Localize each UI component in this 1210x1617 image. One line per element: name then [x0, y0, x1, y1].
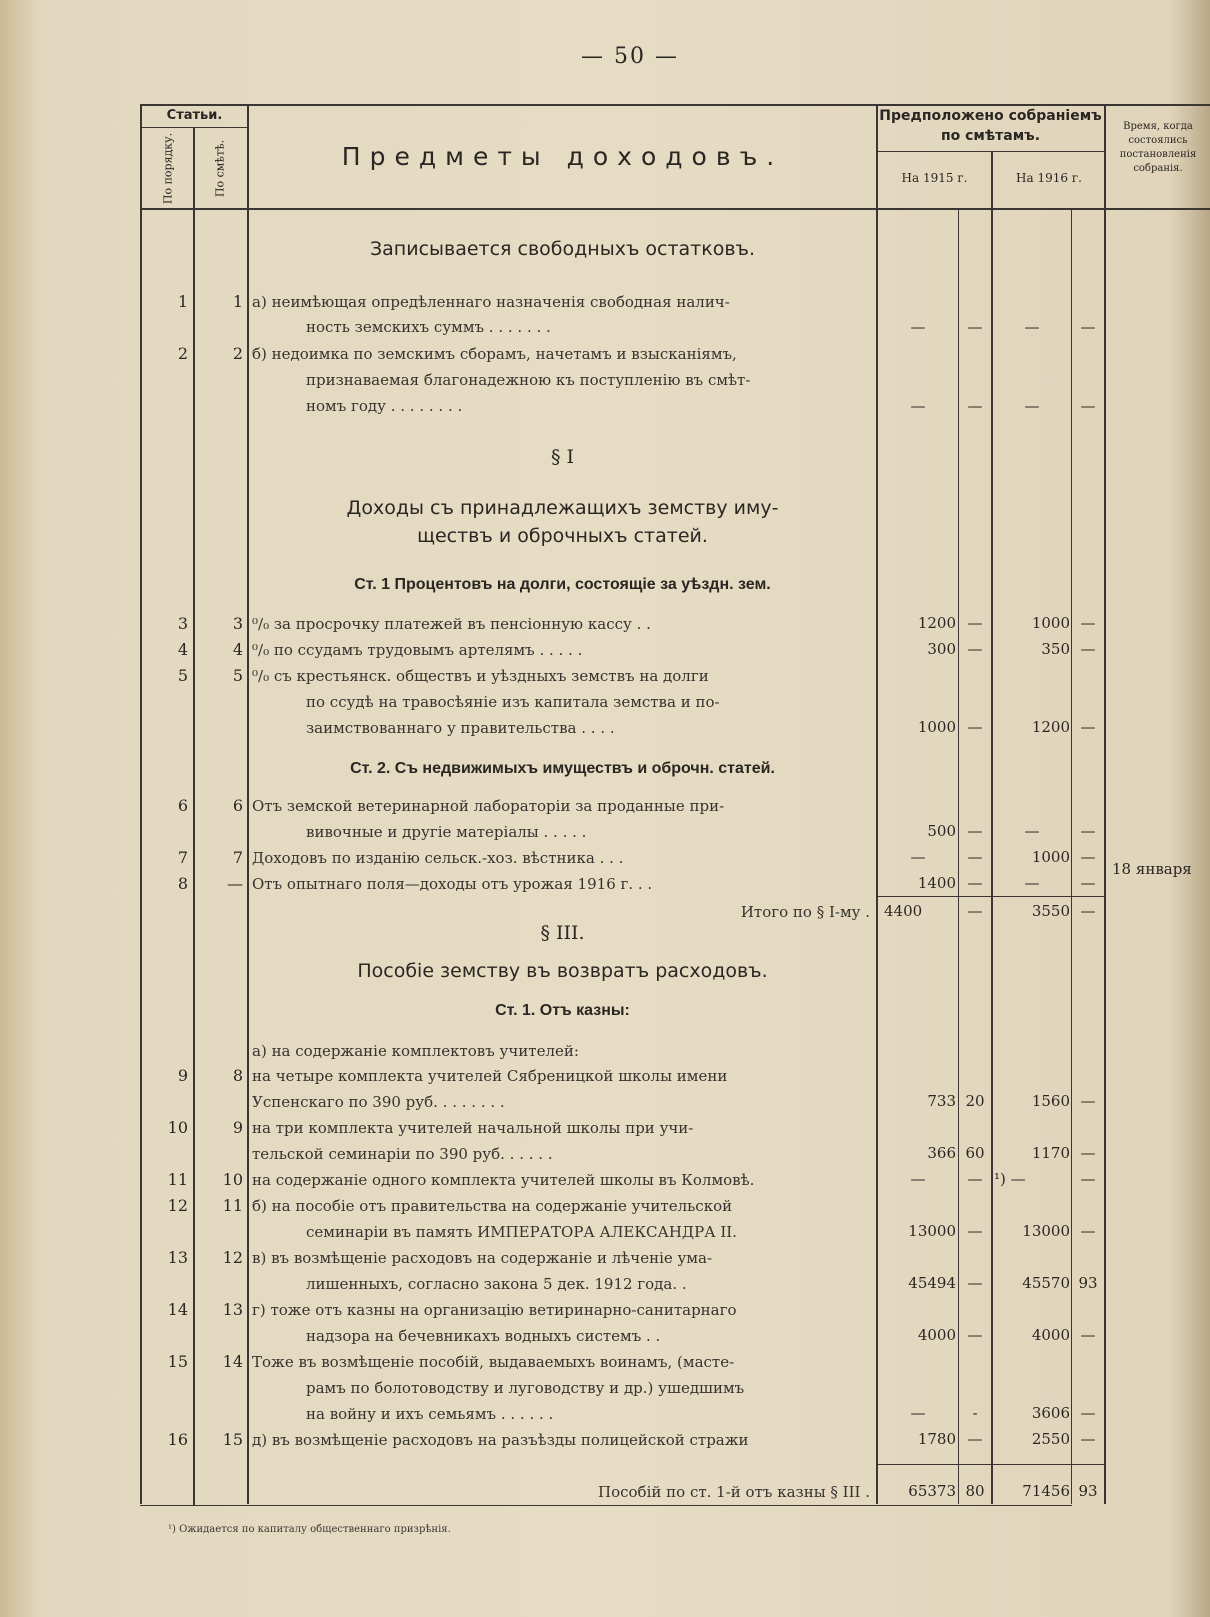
section-3-mark: § III.: [540, 922, 585, 944]
value-1916: —: [1024, 822, 1040, 840]
value-1915: —: [910, 1170, 926, 1188]
value-1916: 4000: [1031, 1326, 1070, 1344]
value-1915-kop: —: [967, 848, 983, 866]
row-estimate-number: 11: [222, 1196, 243, 1215]
row-text: Тоже въ возмѣщеніе пособій, выдаваемыхъ воинамъ, (масте-: [252, 1353, 735, 1371]
row-text: надзора на бечевникахъ водныхъ системъ . .: [306, 1327, 661, 1345]
value-1916: —: [1024, 874, 1040, 892]
row-number: 5: [177, 666, 188, 685]
value-1916-kop: 93: [1078, 1274, 1098, 1292]
row-text: б) недоимка по земскимъ сборамъ, начетамъ и взысканіямъ,: [252, 345, 737, 363]
value-1915: 300: [927, 640, 956, 658]
value-1916-kop: —: [1080, 614, 1096, 632]
row-text: заимствованнаго у правительства . . . .: [306, 719, 615, 737]
itogo-1916-kop: —: [1080, 902, 1096, 920]
row-number: 4: [177, 640, 188, 659]
value-1915: —: [910, 1404, 926, 1422]
value-1915-kop: —: [967, 1170, 983, 1188]
col-rule-1916: [1104, 104, 1106, 1504]
value-1915-kop: —: [967, 397, 983, 415]
itogo-label: Итого по § I-му .: [740, 903, 870, 921]
value-1915-kop: —: [967, 1222, 983, 1240]
value-1915-kop: —: [967, 822, 983, 840]
row-estimate-number: 2: [232, 344, 243, 363]
row-text: Отъ земской ветеринарной лабораторіи за проданные при-: [252, 797, 725, 815]
heading-st2: Ст. 2. Съ недвижимыхъ имуществъ и оброчн. статей.: [350, 760, 775, 777]
value-1915-kop: —: [967, 874, 983, 892]
value-1916: 1000: [1031, 614, 1070, 632]
row-number: 16: [167, 1430, 188, 1449]
heading-posobie: Пособіе земству въ возвратъ расходовъ.: [357, 960, 768, 982]
row-number: 7: [177, 848, 188, 867]
row-text: а) неимѣющая опредѣленнаго назначенія свободная налич-: [252, 293, 730, 311]
value-1915-kop: —: [967, 640, 983, 658]
subheading-soderzhanie: а) на содержаніе комплектовъ учителей:: [252, 1042, 579, 1060]
header-predpolozheno: Предположено собраніемъ по смѣтамъ.: [879, 108, 1102, 144]
row-text: Доходовъ по изданію сельск.-хоз. вѣстника . . .: [252, 849, 624, 867]
col-rule-estimate: [247, 104, 249, 1504]
value-1915: 1000: [917, 718, 956, 736]
row-number: 12: [167, 1196, 188, 1215]
row-text: ность земскихъ суммъ . . . . . . .: [306, 318, 551, 336]
total-1915: 65373: [908, 1482, 956, 1500]
row-number: 9: [177, 1066, 188, 1085]
value-1916-kop: —: [1080, 1222, 1096, 1240]
value-1915: —: [910, 318, 926, 336]
row-estimate-number: 12: [222, 1248, 243, 1267]
row-number: 1: [177, 292, 188, 311]
row-number: 8: [177, 874, 188, 893]
header-po-poryadku: По порядку.: [161, 132, 175, 205]
total-1916-kop: 93: [1078, 1482, 1098, 1500]
row-text: Отъ опытнаго поля—доходы отъ урожая 1916 г. . .: [252, 875, 653, 893]
value-1915-kop: —: [967, 718, 983, 736]
date-note: 18 января: [1112, 860, 1192, 878]
value-1916: 3606: [1031, 1404, 1070, 1422]
value-1916: 45570: [1022, 1274, 1070, 1292]
row-text: на содержаніе одного комплекта учителей школы въ Колмовѣ.: [252, 1171, 755, 1189]
page-number: — 50 —: [581, 44, 679, 69]
value-1915: —: [910, 848, 926, 866]
value-1915: 13000: [908, 1222, 956, 1240]
row-text: лишенныхъ, согласно закона 5 дек. 1912 года. .: [306, 1275, 687, 1293]
value-1916: 1200: [1031, 718, 1070, 736]
value-1915: 500: [927, 822, 956, 840]
header-1915: На 1915 г.: [901, 171, 968, 185]
row-estimate-number: 6: [232, 796, 243, 815]
row-estimate-number: —: [227, 874, 243, 893]
row-estimate-number: 15: [222, 1430, 243, 1449]
value-1916: ¹) —: [994, 1170, 1026, 1188]
value-1916: 1560: [1031, 1092, 1070, 1110]
row-estimate-number: 7: [232, 848, 243, 867]
value-1915: 733: [927, 1092, 956, 1110]
value-1915: 45494: [908, 1274, 956, 1292]
value-1916-kop: —: [1080, 1144, 1096, 1162]
row-text: ⁰/₀ за просрочку платежей въ пенсіонную кассу . .: [252, 615, 651, 633]
row-number: 14: [167, 1300, 188, 1319]
value-1916-kop: —: [1080, 318, 1096, 336]
value-1915: 1400: [917, 874, 956, 892]
row-text: признаваемая благонадежною къ поступленію въ смѣт-: [306, 371, 751, 389]
value-1915-kop: 60: [965, 1144, 985, 1162]
row-text: г) тоже отъ казны на организацію ветиринарно-санитарнаго: [252, 1301, 737, 1319]
value-1916: 1000: [1031, 848, 1070, 866]
row-text: тельской семинаріи по 390 руб. . . . . .: [252, 1145, 553, 1163]
value-1915-kop: —: [967, 614, 983, 632]
value-1916: 13000: [1022, 1222, 1070, 1240]
total-1916: 71456: [1022, 1482, 1070, 1500]
header-statyi: Статьи.: [166, 108, 223, 123]
value-1916-kop: —: [1080, 848, 1096, 866]
value-1916: 350: [1041, 640, 1070, 658]
row-text: по ссудѣ на травосѣяніе изъ капитала земства и по-: [306, 693, 720, 711]
row-estimate-number: 8: [232, 1066, 243, 1085]
row-number: 15: [167, 1352, 188, 1371]
row-text: номъ году . . . . . . . .: [306, 397, 463, 415]
value-1916-kop: —: [1080, 1404, 1096, 1422]
table-bottom-rule: [140, 1505, 1072, 1506]
value-1916-kop: —: [1080, 822, 1096, 840]
section-1-mark: § I: [550, 446, 575, 468]
total-1915-kop: 80: [965, 1482, 985, 1500]
value-1916-kop: —: [1080, 1430, 1096, 1448]
value-1915-kop: —: [967, 1274, 983, 1292]
row-number: 13: [167, 1248, 188, 1267]
heading-st1: Ст. 1 Процентовъ на долги, состоящіе за уѣздн. зем.: [354, 576, 771, 593]
row-text: в) въ возмѣщеніе расходовъ на содержаніе и лѣченіе ума-: [252, 1249, 713, 1267]
heading-dohody-cont: ществъ и оброчныхъ статей.: [417, 525, 708, 547]
header-bottom-rule: [140, 208, 1210, 210]
value-1915-kop: -: [972, 1404, 978, 1422]
row-number: 2: [177, 344, 188, 363]
value-1916: —: [1024, 397, 1040, 415]
row-text: б) на пособіе отъ правительства на содержаніе учительской: [252, 1197, 733, 1215]
heading-zapis: Записывается свободныхъ остатковъ.: [369, 238, 756, 260]
row-estimate-number: 10: [222, 1170, 243, 1189]
row-text: вивочные и другіе матеріалы . . . . .: [306, 823, 587, 841]
header-predmety: Предметы доходовъ.: [341, 142, 784, 171]
value-1916: —: [1024, 318, 1040, 336]
value-1916-kop: —: [1080, 874, 1096, 892]
value-1915: 1200: [917, 614, 956, 632]
row-text: семинаріи въ память ИМПЕРАТОРА АЛЕКСАНДРА II.: [306, 1223, 737, 1241]
statyi-underline: [142, 127, 247, 128]
col-rule-1915-kop: [958, 210, 959, 1504]
row-estimate-number: 13: [222, 1300, 243, 1319]
row-text: д) въ возмѣщеніе расходовъ на разъѣзды полицейской стражи: [252, 1431, 749, 1449]
value-1916: 2550: [1031, 1430, 1070, 1448]
value-1915: —: [910, 397, 926, 415]
value-1916-kop: —: [1080, 718, 1096, 736]
itogo-1915: 4400: [884, 902, 923, 920]
value-1916-kop: —: [1080, 640, 1096, 658]
row-text: ⁰/₀ съ крестьянск. обществъ и уѣздныхъ земствъ на долги: [252, 667, 709, 685]
row-text: Успенскаго по 390 руб. . . . . . . .: [252, 1093, 505, 1111]
row-text: рамъ по болотоводству и луговодству и др.) ушедшимъ: [306, 1379, 745, 1397]
col-rule-order: [193, 127, 195, 1505]
header-vremya: Время, когда состоялись постановленія собранія.: [1119, 121, 1197, 174]
col-rule-1915: [991, 151, 993, 1504]
row-estimate-number: 4: [232, 640, 243, 659]
row-number: 11: [167, 1170, 188, 1189]
heading-dohody: Доходы съ принадлежащихъ земству иму-: [346, 497, 779, 519]
itogo-1916: 3550: [1031, 902, 1070, 920]
row-estimate-number: 1: [232, 292, 243, 311]
col-rule-1916-kop: [1071, 210, 1072, 1504]
value-1916-kop: —: [1080, 1170, 1096, 1188]
row-estimate-number: 9: [232, 1118, 243, 1137]
total-rule: [878, 1464, 1104, 1465]
row-text: на четыре комплекта учителей Сябреницкой школы имени: [252, 1067, 728, 1085]
row-number: 3: [177, 614, 188, 633]
row-estimate-number: 14: [222, 1352, 243, 1371]
subtotal-rule: [878, 896, 1104, 897]
row-number: 10: [167, 1118, 188, 1137]
value-1915-kop: —: [967, 318, 983, 336]
value-1916-kop: —: [1080, 1092, 1096, 1110]
value-1916-kop: —: [1080, 1326, 1096, 1344]
value-1915-kop: —: [967, 1430, 983, 1448]
header-1916: На 1916 г.: [1016, 171, 1082, 185]
value-1916-kop: —: [1080, 397, 1096, 415]
heading-st1-kazna: Ст. 1. Отъ казны:: [495, 1002, 630, 1019]
itogo-1915-kop: —: [967, 902, 983, 920]
value-1915: 4000: [917, 1326, 956, 1344]
value-1915: 1780: [917, 1430, 956, 1448]
header-po-smete: По смѣтѣ.: [213, 139, 227, 198]
value-1915-kop: 20: [965, 1092, 985, 1110]
posobiy-total-label: Пособій по ст. 1-й отъ казны § III .: [598, 1483, 870, 1501]
row-estimate-number: 5: [232, 666, 243, 685]
row-text: на войну и ихъ семьямъ . . . . . .: [306, 1405, 554, 1423]
col-rule-text: [876, 104, 878, 1504]
row-text: на три комплекта учителей начальной школы при учи-: [252, 1119, 694, 1137]
row-text: ⁰/₀ по ссудамъ трудовымъ артелямъ . . . . .: [252, 641, 583, 659]
row-estimate-number: 3: [232, 614, 243, 633]
value-1915-kop: —: [967, 1326, 983, 1344]
value-1915: 366: [927, 1144, 956, 1162]
value-1916: 1170: [1031, 1144, 1070, 1162]
row-number: 6: [177, 796, 188, 815]
footnote: ¹) Ожидается по капиталу общественнаго призрѣнія.: [168, 1524, 451, 1535]
